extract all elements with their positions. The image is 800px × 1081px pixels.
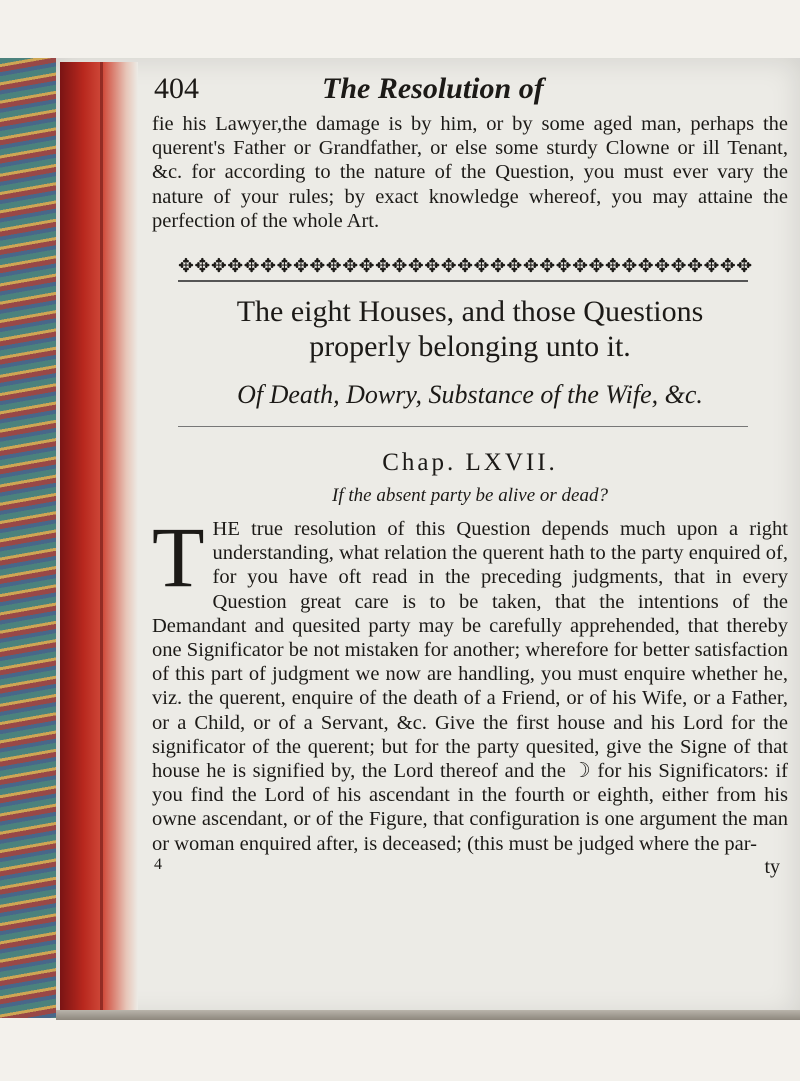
- text-block: [152, 70, 788, 1015]
- chapter-body: [152, 509, 788, 856]
- opening-paragraph: fie his Lawyer,the damage is by him, or by some aged man, perhaps the querent's Father or Grandfather, or else some sturdy Clowne or ill Tenant, &c. for according to the nature of the Question, you must ever vary the nature of your rules; by exact knowledge whereof, you may attaine the perfection of the whole Art.: [152, 113, 788, 232]
- section-title-line-1: The eight Houses, and those Questions: [236, 295, 704, 329]
- page-number: 404: [154, 72, 199, 105]
- section-title: [152, 294, 788, 364]
- chapter-body-text: HE true resolution of this Question depends much upon a right understanding, what relation the querent hath to the party enquired of, for you have oft read in the preceding judgments, that in every Question great care is to be taken, that the intentions of the Demandant and quesited party may be carefully apprehended, that thereby one Significator be not mistaken for another; wherefore for better satisfaction of this part of judgment we now are handling, you must enquire whether he, viz. the querent, enquire of the death of a Friend, or of his Wife, or a Father, or a Child, or of a Servant, &c. Give the first house and his Lord for the significator of the querent; but for the party quesited, give the Signe of that house he is signified by, the Lord thereof and the ☽ for his Significators: if you find the Lord of his ascendant in the fourth or eighth, either from his owne ascendant, or of the Figure, that configuration is one argument the man or woman enquired after, is deceased; (this must be judged where the par-: [152, 518, 788, 855]
- red-binding-gutter: [60, 62, 138, 1012]
- page-header: [152, 70, 788, 112]
- running-head: The Resolution of: [322, 72, 544, 105]
- chapter-heading: Chap. LXVII.: [382, 449, 558, 477]
- catchword: ty: [764, 855, 780, 878]
- signature-mark: 4: [154, 855, 162, 873]
- drop-cap: T: [152, 509, 205, 606]
- divider: [178, 426, 748, 427]
- divider: [178, 280, 748, 282]
- decorative-ornament-rule: ✥✥✥✥✥✥✥✥✥✥✥✥✥✥✥✥✥✥✥✥✥✥✥✥✥✥✥✥✥✥✥✥✥✥✥: [178, 256, 753, 278]
- page-footer: [152, 856, 788, 880]
- section-title-line-2: properly belonging unto it.: [309, 330, 631, 364]
- chapter-question: If the absent party be alive or dead?: [332, 485, 608, 507]
- section-subheading: Of Death, Dowry, Substance of the Wife, &c.: [237, 380, 703, 410]
